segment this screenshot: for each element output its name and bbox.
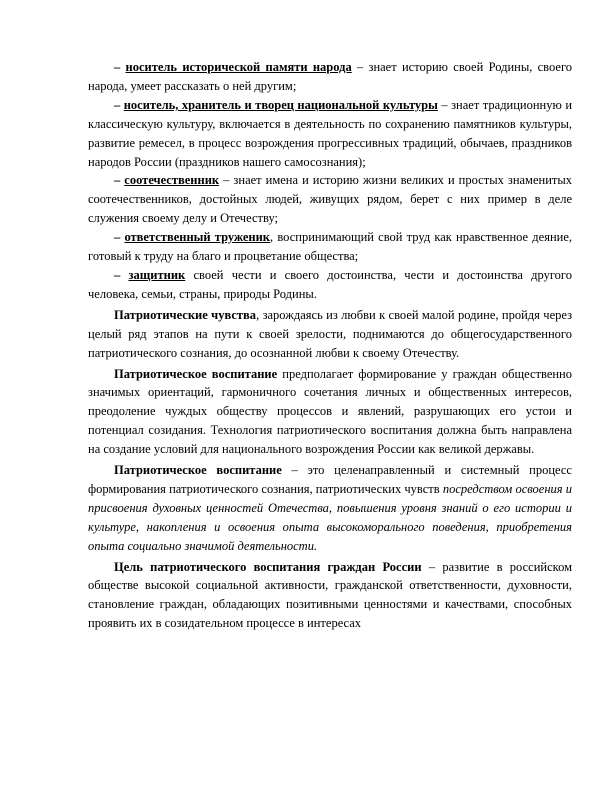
list-dash: – [114,60,126,74]
paragraph-education-goal [88,558,572,634]
list-dash: – [114,173,125,188]
paragraph-text: – это целенаправленный и системный процесс формирования патриотического сознания, патриотических чувств [88,463,572,496]
paragraph-text: – развитие в российском обществе высокой социальной активности, гражданской ответственности, духовности, становление граждан, обладающих позитивными ценностями и качествами, способных проявить их в созидательном процессе в интересах [88,559,572,631]
list-item-term: носитель исторической памяти народа [125,60,352,74]
list-item-term: защитник [128,267,186,282]
paragraph-text: предполагает формирование у граждан общественно значимых ориентаций, гармоничного сочетания личных и общественных интересов, преодоление чуждых обществу процессов и явлений, разрушающих его устои и потенциал созидания. Технология патриотического воспитания должна быть направлена на создание условий для национального возрождения России как великой державы. [88,366,572,457]
list-item [88,58,572,96]
list-item-text: – знает историю своей Родины, своего народа, умеет рассказать о ней другим; [88,60,573,93]
list-dash: – [114,267,129,282]
paragraph-education-definition [88,461,572,556]
list-item [88,228,572,266]
list-item-term: соотечественник [124,173,220,188]
list-item-term: ответственный труженик [124,230,271,245]
paragraph-text: , зарождаясь из любви к своей малой родине, пройдя через целый ряд этапов на пути к своей зрелости, поднимаются до общегосударственного патриотического сознания, до осознанной любви к своему Отечеству. [88,307,573,360]
paragraph-lead-term: Патриотическое воспитание [114,463,282,478]
paragraph-lead-term: Патриотические чувства [114,307,257,322]
paragraph-lead-term: Патриотическое воспитание [114,366,278,381]
paragraph-patriotic-education [88,365,572,460]
list-item-text: своей чести и своего достоинства, чести и достоинства другого человека, семьи, страны, природы Родины. [88,267,572,301]
list-dash: – [114,97,124,112]
list-item [88,96,572,172]
list-item-text: – знает традиционную и классическую культуру, включается в деятельность по сохранению памятников культуры, развитие ремесел, в процесс возрождения прогрессивных традиций, обычаев, праздников народов России (праздников нашего самосознания); [88,97,573,169]
document-page [88,58,572,633]
paragraph-lead-term: Цель патриотического воспитания граждан России [114,559,422,574]
list-item [88,266,572,304]
list-dash: – [114,230,125,245]
paragraph-italic-text: посредством освоения и присвоения духовных ценностей Отечества, повышения уровня знаний о его истории и культуре, накопления и освоения опыта высокоморального поведения, приобретения опыта социально значимой деятельности. [88,481,572,553]
paragraph-patriotic-feelings [88,306,572,363]
list-item-text: – знает имена и историю жизни великих и простых знаменитых соотечественников, достойных людей, живущих рядом, берет с них пример в деле служения своему делу и Отечеству; [88,173,572,226]
list-item-text: , воспринимающий свой труд как нравственное деяние, готовый к труду на благо и процветание общества; [88,230,572,264]
list-item-term: носитель, хранитель и творец национальной культуры [123,97,438,112]
list-item [88,171,572,228]
